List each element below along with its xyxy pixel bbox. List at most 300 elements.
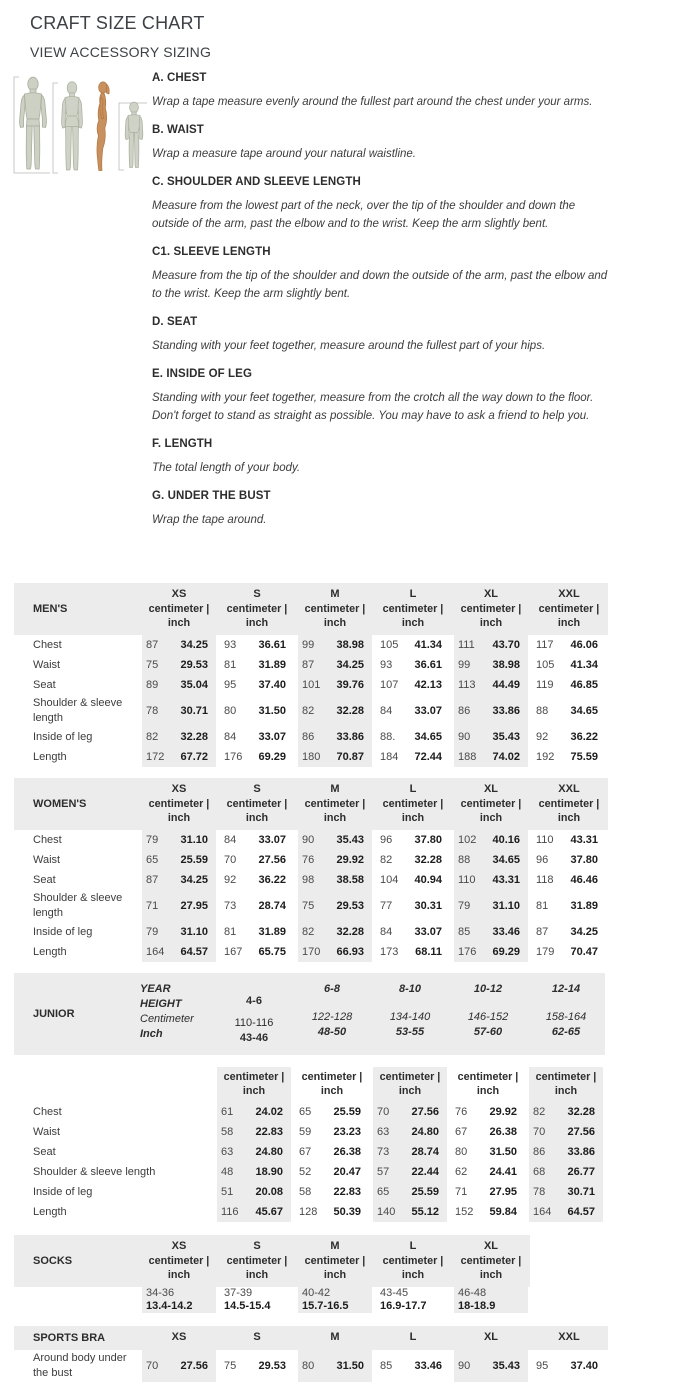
centimeter-value: 82 [302, 705, 315, 717]
size-column-header [452, 583, 530, 635]
year-range: 4-6 [246, 995, 262, 1007]
year-range: 12-14 [551, 983, 581, 995]
guide-description: Wrap a measure tape around your natural waistline. [152, 148, 417, 160]
inch-value: 34.25 [570, 926, 598, 938]
junior-header-gap [14, 1055, 605, 1067]
inch-value: 13.4-14.2 [146, 1300, 193, 1312]
value-cell [452, 922, 530, 942]
size-name: S [253, 1331, 261, 1343]
size-column-header [296, 778, 374, 830]
value-cell [218, 747, 296, 767]
measurement-guides-list [152, 72, 614, 542]
inch-value: 43.70 [492, 639, 520, 651]
value-cell [296, 747, 374, 767]
value-cell [293, 1202, 371, 1222]
centimeter-value: 43-45 [380, 1287, 409, 1299]
inch-value: 25.59 [333, 1106, 361, 1118]
socks-size-table [0, 1235, 700, 1313]
centimeter-value: 85 [458, 926, 471, 938]
centimeter-value: 68 [533, 1166, 546, 1178]
centimeter-value: 105 [536, 659, 555, 671]
value-cell [527, 1182, 605, 1202]
inch-value: 36.22 [258, 874, 286, 886]
guide-description: Wrap the tape around. [152, 514, 267, 526]
centimeter-value: 58 [221, 1126, 234, 1138]
centimeter-value: 104 [380, 874, 399, 886]
centimeter-value: 96 [536, 854, 549, 866]
size-name: S [253, 1240, 261, 1252]
centimeter-value: 52 [299, 1166, 312, 1178]
centimeter-value: 67 [299, 1146, 312, 1158]
value-cell [296, 727, 374, 747]
inch-value: 18.90 [255, 1166, 283, 1178]
row-label: Around body under the bust [33, 1352, 127, 1379]
inch-value: 36.22 [570, 731, 598, 743]
size-column-header [140, 1326, 218, 1350]
size-name: XL [483, 1331, 499, 1343]
centimeter-value: 76 [302, 854, 315, 866]
inch-value: 72.44 [414, 751, 442, 763]
size-column-header [530, 778, 608, 830]
row-label: Length [33, 750, 67, 763]
centimeter-value: 84 [224, 834, 237, 846]
inch-value: 31.50 [489, 1146, 517, 1158]
value-cell [530, 727, 608, 747]
table-title: MEN'S [14, 583, 140, 635]
inch-value: 65.75 [258, 946, 286, 958]
centimeter-value: 105 [380, 639, 399, 651]
inch-value: 39.76 [336, 679, 364, 691]
unit-centimeter-label: centimeter | [301, 1071, 363, 1083]
inch-value: 22.83 [333, 1186, 361, 1198]
value-cell [374, 695, 452, 727]
inch-value: 31.89 [258, 926, 286, 938]
centimeter-value: 164 [533, 1206, 552, 1218]
unit-inch-label: inch [557, 812, 581, 824]
inch-value: 42.13 [414, 679, 442, 691]
unit-inch-label: inch [479, 1269, 503, 1281]
size-column-header [140, 583, 218, 635]
value-cell [215, 1182, 293, 1202]
inch-value: 33.46 [414, 1360, 442, 1372]
value-cell [140, 1287, 218, 1313]
centimeter-value: 57 [377, 1166, 390, 1178]
centimeter-value: 87 [146, 639, 159, 651]
value-cell [527, 1122, 605, 1142]
unit-column-header [527, 1067, 605, 1102]
size-column-header [218, 778, 296, 830]
value-cell [296, 890, 374, 922]
value-cell [293, 1162, 371, 1182]
value-cell [374, 1287, 452, 1313]
inch-value: 68.11 [415, 946, 442, 958]
size-name: XL [483, 1240, 499, 1252]
inch-value: 20.47 [333, 1166, 361, 1178]
centimeter-value: 63 [221, 1146, 234, 1158]
value-cell [527, 1102, 605, 1122]
size-column-header [374, 1326, 452, 1350]
row-label: Length [33, 1205, 67, 1218]
value-cell [530, 830, 608, 850]
unit-centimeter-label: centimeter | [538, 603, 600, 615]
mens-grid [14, 583, 700, 767]
value-cell [530, 870, 608, 890]
value-cell [218, 695, 296, 727]
inch-value: 28.74 [258, 900, 286, 912]
header-label-line: Centimeter [140, 1013, 194, 1025]
unit-centimeter-label: centimeter | [148, 1255, 210, 1267]
centimeter-value: 79 [458, 900, 471, 912]
row-label [14, 1287, 140, 1313]
centimeter-value: 79 [146, 834, 159, 846]
unit-inch-label: inch [557, 617, 581, 629]
height-centimeter-range: 134-140 [389, 1011, 431, 1023]
inch-value: 29.53 [180, 659, 208, 671]
height-inch-range: 43-46 [239, 1032, 269, 1044]
header-label-line: HEIGHT [140, 998, 182, 1010]
centimeter-value: 81 [224, 659, 237, 671]
inch-value: 34.25 [336, 659, 364, 671]
value-cell [140, 695, 218, 727]
inch-value: 45.67 [255, 1206, 283, 1218]
centimeter-value: 86 [302, 731, 315, 743]
centimeter-value: 70 [224, 854, 237, 866]
value-cell [374, 850, 452, 870]
mens-size-table [0, 583, 700, 767]
row-label: Waist [33, 1125, 61, 1138]
centimeter-value: 89 [146, 679, 159, 691]
centimeter-value: 82 [380, 854, 393, 866]
centimeter-value: 71 [455, 1186, 468, 1198]
height-inch-range: 57-60 [473, 1026, 503, 1038]
centimeter-value: 179 [536, 946, 555, 958]
value-cell [530, 890, 608, 922]
unit-centimeter-label: centimeter | [226, 603, 288, 615]
inch-value: 33.46 [492, 926, 520, 938]
row-label: Seat [33, 678, 56, 691]
unit-centimeter-label: centimeter | [382, 1255, 444, 1267]
unit-centimeter-label: centimeter | [226, 798, 288, 810]
size-column-header [452, 1326, 530, 1350]
unit-row-spacer [14, 1067, 215, 1102]
value-cell [374, 635, 452, 655]
value-cell [452, 655, 530, 675]
year-range: 6-8 [324, 983, 340, 995]
value-cell [293, 1122, 371, 1142]
value-cell [452, 870, 530, 890]
height-centimeter-range: 146-152 [467, 1011, 509, 1023]
inch-value: 43.31 [570, 834, 598, 846]
centimeter-value: 101 [302, 679, 321, 691]
unit-centimeter-label: centimeter | [460, 798, 522, 810]
view-accessory-sizing-link[interactable]: VIEW ACCESSORY SIZING [30, 44, 212, 60]
unit-centimeter-label: centimeter | [148, 603, 210, 615]
centimeter-value: 79 [146, 926, 159, 938]
value-cell [452, 942, 530, 962]
inch-value: 33.07 [258, 834, 286, 846]
body-measurement-figures-icon [6, 74, 152, 220]
inch-value: 35.43 [492, 1360, 520, 1372]
inch-value: 31.10 [180, 926, 208, 938]
inch-value: 64.57 [567, 1206, 595, 1218]
inch-value: 34.25 [180, 874, 208, 886]
inch-value: 26.38 [333, 1146, 361, 1158]
value-cell [530, 850, 608, 870]
unit-centimeter-label: centimeter | [538, 798, 600, 810]
female-figure [62, 82, 83, 170]
value-cell [371, 1102, 449, 1122]
centimeter-value: 80 [455, 1146, 468, 1158]
unit-centimeter-label: centimeter | [382, 603, 444, 615]
centimeter-value: 37-39 [224, 1287, 253, 1299]
row-label: Inside of leg [33, 925, 93, 938]
centimeter-value: 140 [377, 1206, 396, 1218]
centimeter-value: 173 [380, 946, 399, 958]
size-name: XL [483, 588, 499, 600]
centimeter-value: 102 [458, 834, 477, 846]
value-cell [296, 675, 374, 695]
inch-value: 35.43 [336, 834, 364, 846]
value-cell [218, 635, 296, 655]
unit-centimeter-label: centimeter | [460, 603, 522, 615]
value-cell [371, 1202, 449, 1222]
centimeter-value: 82 [302, 926, 315, 938]
inch-value: 30.71 [567, 1186, 595, 1198]
table-title: JUNIOR [14, 973, 140, 1055]
value-cell [371, 1182, 449, 1202]
unit-inch-label: inch [398, 1085, 422, 1097]
value-cell [140, 675, 218, 695]
unit-centimeter-label: centimeter | [226, 1255, 288, 1267]
inch-value: 37.80 [414, 834, 442, 846]
value-cell [374, 747, 452, 767]
centimeter-value: 80 [224, 705, 237, 717]
inch-value: 33.07 [414, 926, 442, 938]
value-cell [140, 942, 218, 962]
centimeter-value: 96 [380, 834, 393, 846]
centimeter-value: 81 [224, 926, 237, 938]
junior-year-column [371, 973, 449, 1055]
value-cell [452, 635, 530, 655]
size-column-header [296, 583, 374, 635]
inch-value: 30.31 [414, 900, 442, 912]
sports-bra-grid [14, 1326, 700, 1382]
value-cell [218, 727, 296, 747]
value-cell [374, 830, 452, 850]
unit-inch-label: inch [323, 1269, 347, 1281]
row-label: Shoulder & sleeve length [33, 1165, 156, 1178]
centimeter-value: 75 [146, 659, 159, 671]
centimeter-value: 93 [224, 639, 237, 651]
value-cell [296, 870, 374, 890]
inch-value: 27.56 [180, 1360, 208, 1372]
inch-value: 32.28 [567, 1106, 595, 1118]
inch-value: 27.56 [411, 1106, 439, 1118]
centimeter-value: 128 [299, 1206, 318, 1218]
value-cell [215, 1122, 293, 1142]
size-name: L [409, 1331, 417, 1343]
unit-inch-label: inch [323, 812, 347, 824]
inch-value: 32.28 [414, 854, 442, 866]
centimeter-value: 62 [455, 1166, 468, 1178]
value-cell [530, 695, 608, 727]
inch-value: 41.34 [570, 659, 598, 671]
inch-value: 27.95 [180, 900, 208, 912]
centimeter-value: 117 [536, 639, 554, 651]
inch-value: 31.50 [336, 1360, 364, 1372]
unit-centimeter-label: centimeter | [379, 1071, 441, 1083]
centimeter-value: 63 [377, 1126, 390, 1138]
inch-value: 66.93 [336, 946, 364, 958]
year-height-header [140, 973, 215, 1055]
centimeter-value: 65 [377, 1186, 390, 1198]
inch-value: 32.28 [180, 731, 208, 743]
inch-value: 46.46 [570, 874, 598, 886]
inch-value: 28.74 [411, 1146, 439, 1158]
inch-value: 69.29 [258, 751, 286, 763]
unit-inch-label: inch [401, 1269, 425, 1281]
row-label: Waist [33, 658, 61, 671]
centimeter-value: 65 [299, 1106, 312, 1118]
size-column-header [218, 583, 296, 635]
row-label: Inside of leg [33, 730, 93, 743]
female-side-figure [97, 82, 109, 171]
guide-description: Measure from the tip of the shoulder and down the outside of the arm, past the elbow and to the wrist. Keep the arm slightly bent. [152, 270, 608, 300]
unit-centimeter-label: centimeter | [304, 1255, 366, 1267]
inch-value: 14.5-15.4 [224, 1300, 271, 1312]
inch-value: 46.06 [570, 639, 598, 651]
inch-value: 29.92 [336, 854, 364, 866]
centimeter-value: 90 [458, 1360, 471, 1372]
size-column-header [530, 1326, 608, 1350]
womens-size-table [0, 778, 700, 962]
size-name: M [330, 1331, 340, 1343]
value-cell [140, 655, 218, 675]
centimeter-value: 188 [458, 751, 477, 763]
value-cell [296, 635, 374, 655]
value-cell [449, 1182, 527, 1202]
value-cell [530, 1350, 608, 1382]
inch-value: 31.89 [258, 659, 286, 671]
value-cell [296, 850, 374, 870]
value-cell [452, 890, 530, 922]
size-column-header [140, 1235, 218, 1287]
inch-value: 38.98 [492, 659, 520, 671]
centimeter-value: 87 [536, 926, 549, 938]
guide-description: Measure from the lowest part of the neck, over the tip of the shoulder and down the outside of the arm, past the elbow and to the wrist. Keep the arm slightly bent. [152, 200, 576, 230]
centimeter-value: 84 [380, 926, 393, 938]
inch-value: 36.61 [258, 639, 286, 651]
value-cell [527, 1142, 605, 1162]
centimeter-value: 78 [146, 705, 159, 717]
inch-value: 31.89 [570, 900, 598, 912]
value-cell [452, 675, 530, 695]
inch-value: 29.53 [258, 1360, 286, 1372]
guide-heading: G. UNDER THE BUST [152, 490, 271, 502]
guide-description: The total length of your body. [152, 462, 301, 474]
value-cell [218, 655, 296, 675]
value-cell [452, 695, 530, 727]
inch-value: 22.83 [255, 1126, 283, 1138]
inch-value: 70.87 [336, 751, 364, 763]
centimeter-value: 85 [380, 1360, 393, 1372]
size-name: M [330, 588, 340, 600]
inch-value: 33.86 [567, 1146, 595, 1158]
value-cell [449, 1122, 527, 1142]
row-label: Shoulder & sleeve length [33, 892, 123, 919]
inch-value: 36.61 [414, 659, 442, 671]
inch-value: 44.49 [492, 679, 520, 691]
centimeter-value: 48 [221, 1166, 234, 1178]
value-cell [371, 1142, 449, 1162]
value-cell [218, 870, 296, 890]
centimeter-value: 81 [536, 900, 549, 912]
centimeter-value: 71 [146, 900, 159, 912]
value-cell [296, 1350, 374, 1382]
centimeter-value: 82 [146, 731, 159, 743]
womens-grid [14, 778, 700, 962]
inch-value: 31.10 [180, 834, 208, 846]
value-cell [452, 747, 530, 767]
inch-value: 55.12 [411, 1206, 439, 1218]
inch-value: 34.65 [414, 731, 442, 743]
value-cell [527, 1162, 605, 1182]
value-cell [374, 1350, 452, 1382]
value-cell [215, 1202, 293, 1222]
value-cell [374, 675, 452, 695]
value-cell [296, 830, 374, 850]
centimeter-value: 95 [224, 679, 237, 691]
inch-value: 38.98 [336, 639, 364, 651]
value-cell [218, 1287, 296, 1313]
inch-value: 38.58 [336, 874, 364, 886]
guide-description: Wrap a tape measure evenly around the fullest part around the chest under your arms. [152, 96, 593, 108]
inch-value: 25.59 [180, 854, 208, 866]
centimeter-value: 82 [533, 1106, 546, 1118]
body-figures-image [0, 72, 152, 542]
centimeter-value: 152 [455, 1206, 474, 1218]
centimeter-value: 119 [536, 679, 554, 691]
centimeter-value: 65 [146, 854, 159, 866]
unit-inch-label: inch [401, 617, 425, 629]
inch-value: 75.59 [570, 751, 598, 763]
size-name: XS [171, 783, 187, 795]
centimeter-value: 75 [302, 900, 315, 912]
unit-inch-label: inch [167, 1269, 191, 1281]
value-cell [452, 1350, 530, 1382]
row-label: Seat [33, 873, 56, 886]
inch-value: 64.57 [180, 946, 208, 958]
inch-value: 32.28 [336, 926, 364, 938]
value-cell [218, 1350, 296, 1382]
centimeter-value: 118 [536, 874, 554, 886]
inch-value: 67.72 [180, 751, 208, 763]
unit-inch-label: inch [320, 1085, 344, 1097]
size-name: XXL [558, 1331, 580, 1343]
value-cell [218, 830, 296, 850]
centimeter-value: 59 [299, 1126, 312, 1138]
inch-value: 24.41 [489, 1166, 517, 1178]
inch-value: 23.23 [333, 1126, 361, 1138]
height-inch-range: 62-65 [551, 1026, 581, 1038]
value-cell [452, 1287, 530, 1313]
centimeter-value: 107 [380, 679, 399, 691]
value-cell [530, 747, 608, 767]
centimeter-value: 99 [458, 659, 471, 671]
value-cell [296, 922, 374, 942]
inch-value: 22.44 [411, 1166, 439, 1178]
table-title: SOCKS [14, 1235, 140, 1287]
